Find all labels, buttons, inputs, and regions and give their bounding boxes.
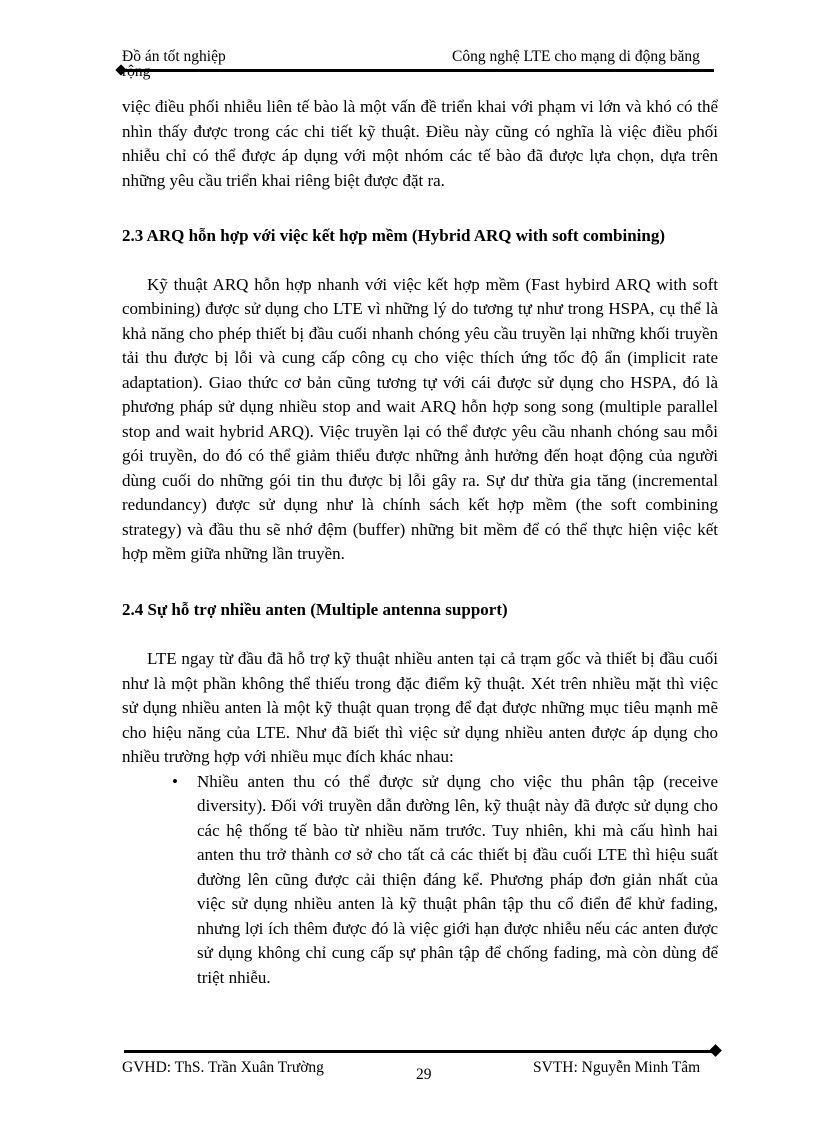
list-item [172, 770, 718, 991]
page-content [122, 95, 718, 990]
list-item-text: Nhiều anten thu có thể được sử dụng cho việc thu phân tập (receive diversity). Đối với truyền dẫn đường lên, kỹ thuật này đã được sử dụng cho các hệ thống tế bào từ nhiều năm trước. Tuy nhiên, khi mà cấu hình hai anten thu trở thành cơ sở cho tất cả các thiết bị đầu cuối LTE thì hiệu suất đường lên cũng được cải thiện đáng kể. Phương pháp đơn giản nhất của việc sử dụng nhiều anten là kỹ thuật phân tập thu cổ điển để khử fading, nhưng lợi ích thêm được đó là việc giới hạn được nhiễu nếu các anten được sử dụng không chỉ cung cấp sự phân tập để chống fading, mà còn dùng để triệt nhiễu. [197, 771, 718, 987]
section-2-3-heading: 2.3 ARQ hỗn hợp với việc kết hợp mềm (Hybrid ARQ with soft combining) [122, 226, 666, 245]
footer-divider [124, 1050, 714, 1053]
page-number: 29 [416, 1066, 432, 1083]
footer-supervisor: GVHD: ThS. Trần Xuân Trường [122, 1059, 324, 1076]
intro-paragraph: việc điều phối nhiễu liên tế bào là một vấn đề triển khai với phạm vi lớn và khó có thể nhìn thấy được trong các chi tiết kỹ thuật. Điều này cũng có nghĩa là việc điều phối nhiễu chỉ có thể được áp dụng với một nhóm các tế bào đã được lựa chọn, dựa trên những yêu cầu triển khai riêng biệt được đặt ra. [122, 97, 718, 190]
section-2-4-paragraph: LTE ngay từ đầu đã hỗ trợ kỹ thuật nhiều anten tại cả trạm gốc và thiết bị đầu cuối như là một phần không thể thiếu trong đặc điểm kỹ thuật. Xét trên nhiều mặt thì việc sử dụng nhiều anten là một kỹ thuật quan trọng để đạt được những mục tiêu mạnh mẽ cho hiệu năng của LTE. Như đã biết thì việc sử dụng nhiều anten được áp dụng cho nhiều trường hợp với nhiều mục đích khác nhau: [122, 649, 718, 766]
header-document-title-wrap [122, 64, 150, 80]
bullet-icon: • [172, 771, 178, 791]
section-2-4-heading: 2.4 Sự hỗ trợ nhiều anten (Multiple antenna support) [122, 599, 508, 619]
footer-diamond-icon [709, 1044, 722, 1057]
footer-student: SVTH: Nguyễn Minh Tâm [533, 1059, 701, 1076]
section-2-3-paragraph: Kỹ thuật ARQ hỗn hợp nhanh với việc kết hợp mềm (Fast hybird ARQ with soft combining) được sử dụng cho LTE vì những lý do tương tự như trong HSPA, cụ thể là khả năng cho phép thiết bị đầu cuối nhanh chóng yêu cầu truyền lại những khối truyền tải thu được bị lỗi và cung cấp công cụ cho việc thích ứng tốc độ ẩn (implicit rate adaptation). Giao thức cơ bản cũng tương tự với cái được sử dụng cho HSPA, đó là phương pháp sử dụng nhiều stop and wait ARQ hỗn hợp song song (multiple parallel stop and wait hybrid ARQ). Việc truyền lại có thể được yêu cầu nhanh chóng sau mỗi gói truyền, do đó có thể giảm thiểu được những ảnh hưởng đến hoạt động của người dùng cuối do những gói tin thu được bị lỗi gây ra. Sự dư thừa gia tăng (incremental redundancy) được sử dụng như là chính sách kết hợp mềm (the soft combining strategy) và đầu thu sẽ nhớ đệm (buffer) những bit mềm để có thể thực hiện việc kết hợp mềm giữa những lần truyền. [122, 274, 718, 563]
header-divider [124, 69, 714, 72]
header-document-title: Công nghệ LTE cho mạng di động băng [452, 48, 700, 65]
antenna-bullet-list [122, 770, 718, 991]
header-document-type: Đồ án tốt nghiệp [122, 48, 226, 65]
